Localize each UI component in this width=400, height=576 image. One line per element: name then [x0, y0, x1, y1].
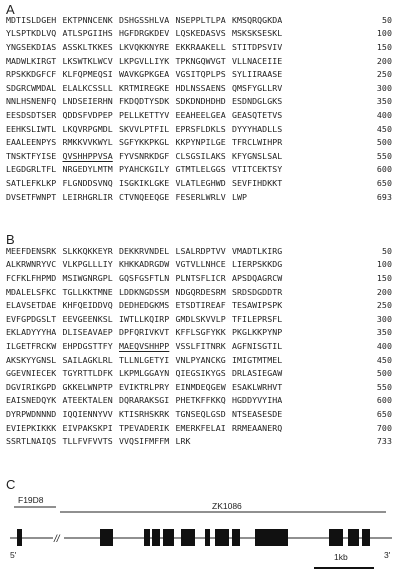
sequence-block: RMKKVVKWYL [62, 137, 113, 148]
sequence-block: LKSWTKLWCV [62, 55, 113, 66]
sequence-block: STITDPSVIV [232, 41, 283, 52]
sequence-block: LEGDGRLTFL [6, 164, 57, 175]
sequence-block: VGTVLLNHCE [175, 259, 226, 270]
sequence-block: ELAVSETDAE [6, 300, 57, 311]
residue-count: 650 [376, 177, 392, 188]
residue-count: 150 [376, 41, 392, 52]
sequence-block: NSEPPLTLPA [175, 14, 226, 25]
sequence-block: NTSEASESDE [232, 408, 283, 419]
sequence-block: EVFGPDGSLT [6, 313, 57, 324]
sequence-block-underlined: QVSHHPPVSA [62, 150, 113, 161]
sequence-block: HDLNSSAENS [175, 82, 226, 93]
sequence-block: HGFDRGKDEV [119, 28, 170, 39]
sequence-block: VSSLFITNRK [175, 340, 226, 351]
sequence-panel-b [6, 244, 396, 448]
sequence-block: DYRPWDNNND [6, 408, 57, 419]
sequence-block: MEEFDENSRK [6, 245, 57, 256]
sequence-block: ATLSPGIIHS [62, 28, 113, 39]
sequence-block: VTITCEKTSY [232, 164, 283, 175]
sequence-block: MDTISLDGEH [6, 14, 57, 25]
sequence-block: SSRTLNAIQS [6, 436, 57, 447]
sequence-block: LIERPSKKDG [232, 259, 283, 270]
residue-count: 100 [376, 259, 392, 270]
sequence-row [6, 81, 396, 95]
sequence-block: MSIWGNRGPL [62, 272, 113, 283]
sequence-block: EEHKSLIWTL [6, 123, 57, 134]
sequence-block: ISGKIKLGKE [119, 177, 170, 188]
sequence-block: SDKDNDHDHD [175, 96, 226, 107]
sequence-block: KHKKADRGDW [119, 259, 170, 270]
scale-bar-label: 1kb [334, 552, 348, 562]
sequence-block: SKVVLPTFIL [119, 123, 170, 134]
sequence-block: QIEGSIKYGS [175, 368, 226, 379]
sequence-block: TPKNGQWVGT [175, 55, 226, 66]
residue-count: 500 [376, 137, 392, 148]
sequence-block: EVIKTRLPRY [119, 381, 170, 392]
sequence-block: RPSKKDGFCF [6, 69, 57, 80]
sequence-block: EMERKFELAI [175, 422, 226, 433]
sequence-block: HGDDYVYIHA [232, 395, 283, 406]
sequence-block: SGFYKKPKGL [119, 137, 170, 148]
sequence-block: DEKKRVNDEL [119, 245, 170, 256]
residue-count: 650 [376, 408, 392, 419]
sequence-row [6, 122, 396, 136]
sequence-row [6, 135, 396, 149]
sequence-block: VNLPYANCKG [175, 354, 226, 365]
exon-13 [362, 529, 370, 546]
residue-count: 733 [376, 436, 392, 447]
sequence-block: VGSITQPLPS [175, 69, 226, 80]
sequence-block: LKPMLGGAYN [119, 368, 170, 379]
sequence-block: KHFQEIDDVQ [62, 300, 113, 311]
sequence-block: EINMDEQGEW [175, 381, 226, 392]
sequence-row [6, 163, 396, 177]
sequence-block: LQSKEDASVS [175, 28, 226, 39]
sequence-block: SEVFIHDKKT [232, 177, 283, 188]
sequence-block: EKTPNNCENK [62, 14, 113, 25]
residue-count: 150 [376, 272, 392, 283]
sequence-block: EAALEENPYS [6, 137, 57, 148]
sequence-block: TGYRTTLDFK [62, 368, 113, 379]
sequence-block: GGEVNIECEK [6, 368, 57, 379]
sequence-block: GMDLSKVVLP [175, 313, 226, 324]
clone-label-zk1086: ZK1086 [212, 501, 242, 511]
exon-5 [163, 529, 174, 546]
clone-label-f19d8: F19D8 [18, 495, 44, 505]
sequence-block: NNLHSNENFQ [6, 96, 57, 107]
sequence-block: DYYYHADLLS [232, 123, 283, 134]
sequence-row [6, 40, 396, 54]
sequence-block: SAILAGKLRL [62, 354, 113, 365]
sequence-block: EEAHEELGEA [175, 109, 226, 120]
sequence-block: SYLIIRAASE [232, 69, 283, 80]
sequence-block: CTVNQEEQGE [119, 191, 170, 202]
sequence-block: KRTMIREGKE [119, 82, 170, 93]
sequence-block: ESDNDGLGKS [232, 96, 283, 107]
sequence-block: QMSFYGLLRV [232, 82, 283, 93]
sequence-block: PLNTSFLICR [175, 272, 226, 283]
sequence-block: TFILEPRSFL [232, 313, 283, 324]
residue-count: 700 [376, 422, 392, 433]
sequence-block: SDGRCWMDAL [6, 82, 57, 93]
sequence-block: PYAHCKGILY [119, 164, 170, 175]
residue-count: 500 [376, 368, 392, 379]
sequence-row [6, 176, 396, 190]
residue-count: 693 [376, 191, 392, 202]
sequence-block: TGLLKKTMNE [62, 286, 113, 297]
exon-2 [100, 529, 113, 546]
residue-count: 600 [376, 395, 392, 406]
sequence-block: LEIRHGRLIR [62, 191, 113, 202]
sequence-block: EKKRAAKELL [175, 41, 226, 52]
residue-count: 600 [376, 164, 392, 175]
sequence-block: ASSKLTKKES [62, 41, 113, 52]
sequence-block: ALKRWNRYVC [6, 259, 57, 270]
sequence-block: DLISEAVAEP [62, 327, 113, 338]
residue-count: 550 [376, 381, 392, 392]
sequence-block: VLKPGLLLIY [62, 259, 113, 270]
sequence-row [6, 366, 396, 380]
sequence-block: GKKELWNPTP [62, 381, 113, 392]
residue-count: 200 [376, 286, 392, 297]
sequence-block: GTMTLELGGS [175, 164, 226, 175]
sequence-block: MSKSKSESKL [232, 28, 283, 39]
residue-count: 350 [376, 96, 392, 107]
sequence-row [6, 298, 396, 312]
sequence-block: RRMEAANERQ [232, 422, 283, 433]
three-prime-label: 3' [384, 550, 391, 560]
sequence-block: NRGEDYLMTM [62, 164, 113, 175]
residue-count: 450 [376, 123, 392, 134]
sequence-row [6, 353, 396, 367]
sequence-block: WAVKGPKGEA [119, 69, 170, 80]
exon-12 [348, 529, 359, 546]
sequence-block: EIVPAKSKPI [62, 422, 113, 433]
sequence-block: LNDSEIERHN [62, 96, 113, 107]
sequence-block: LRK [175, 436, 191, 447]
exon-6 [181, 529, 195, 546]
sequence-block: ATEEKTALEN [62, 395, 113, 406]
sequence-block: LKQVRPGMDL [62, 123, 113, 134]
sequence-block: FESERLWRLV [175, 191, 226, 202]
sequence-block: FKDQDTYSDK [119, 96, 170, 107]
five-prime-label: 5' [10, 550, 17, 560]
exon-3 [144, 529, 150, 546]
sequence-block: TGNSEQLGSD [175, 408, 226, 419]
sequence-block: VVQSIFMFFM [119, 436, 170, 447]
exon-1 [17, 529, 22, 546]
sequence-row [6, 95, 396, 109]
sequence-block: SATLEFKLKP [6, 177, 57, 188]
sequence-block: FYVSNRKDGF [119, 150, 170, 161]
sequence-row [6, 190, 396, 204]
sequence-block: TPEVADERIK [119, 422, 170, 433]
exon-11 [329, 529, 343, 546]
sequence-block: EESDSDTSER [6, 109, 57, 120]
sequence-row [6, 108, 396, 122]
sequence-block: ELALKCSSLL [62, 82, 113, 93]
exon-7 [205, 529, 210, 546]
sequence-block: LDDKNGDSSM [119, 286, 170, 297]
sequence-block: TESAWIPSPK [232, 300, 283, 311]
sequence-block: TFRCLWIHPR [232, 137, 283, 148]
sequence-row [6, 407, 396, 421]
sequence-block: AGFNISGTIL [232, 340, 283, 351]
sequence-block: EHPDGSTTFY [62, 340, 113, 351]
sequence-block: TNSKTFYISE [6, 150, 57, 161]
sequence-block: DSHGSSHLVA [119, 14, 170, 25]
sequence-block: MADWLKIRGT [6, 55, 57, 66]
sequence-block: QDDSFVDPEP [62, 109, 113, 120]
sequence-block: GQSFGSFTLN [119, 272, 170, 283]
sequence-block: EPRSFLDKLS [175, 123, 226, 134]
sequence-block: ETSDTIREAF [175, 300, 226, 311]
residue-count: 400 [376, 340, 392, 351]
panel-label-b: B [6, 232, 15, 247]
residue-count: 400 [376, 109, 392, 120]
panel-label-a: A [6, 2, 15, 17]
sequence-row [6, 421, 396, 435]
sequence-block: FLGNDDSVNQ [62, 177, 113, 188]
sequence-row [6, 339, 396, 353]
sequence-block: VLATLEGHWD [175, 177, 226, 188]
sequence-block: LKVQKKNYRE [119, 41, 170, 52]
sequence-row [6, 54, 396, 68]
sequence-block: KMSQRQGKDA [232, 14, 283, 25]
exon-10 [255, 529, 288, 546]
sequence-block: SRDSDGDDTR [232, 286, 283, 297]
sequence-block: IQQIENNYVV [62, 408, 113, 419]
sequence-row [6, 434, 396, 448]
residue-count: 50 [381, 14, 392, 25]
sequence-block: NDGQRDESRM [175, 286, 226, 297]
sequence-block: LKPGVLLIYK [119, 55, 170, 66]
sequence-row [6, 13, 396, 27]
residue-count: 100 [376, 28, 392, 39]
sequence-block: DQRARAKSGI [119, 395, 170, 406]
sequence-row [6, 394, 396, 408]
sequence-block: PHETKFFKKQ [175, 395, 226, 406]
sequence-row [6, 67, 396, 81]
residue-count: 250 [376, 300, 392, 311]
sequence-block: EEVGEENKSL [62, 313, 113, 324]
sequence-block: KFFLSGFYKK [175, 327, 226, 338]
sequence-block: FCFKLFHPMD [6, 272, 57, 283]
residue-count: 300 [376, 313, 392, 324]
sequence-block: YLSPTKDLVQ [6, 28, 57, 39]
sequence-block-underlined: MAEQVSHHPP [119, 340, 170, 351]
sequence-block: KTISRHSKRK [119, 408, 170, 419]
sequence-block: DGVIRIKGPD [6, 381, 57, 392]
sequence-block: ESAKLWRHVT [232, 381, 283, 392]
sequence-block: KKPYNPILGE [175, 137, 226, 148]
sequence-block: CLSGSILAKS [175, 150, 226, 161]
sequence-block: KFYGNSLSAL [232, 150, 283, 161]
sequence-block: SLKKQKKEYR [62, 245, 113, 256]
residue-count: 550 [376, 150, 392, 161]
sequence-block: IMIGTMTMEL [232, 354, 283, 365]
sequence-row [6, 326, 396, 340]
sequence-row [6, 380, 396, 394]
panel-label-c: C [6, 477, 16, 492]
sequence-block: DPFQRIVKVT [119, 327, 170, 338]
sequence-row [6, 149, 396, 163]
sequence-block: EVIEPKIKKK [6, 422, 57, 433]
sequence-block: ILGETFRCKW [6, 340, 57, 351]
residue-count: 350 [376, 327, 392, 338]
sequence-row [6, 27, 396, 41]
sequence-block: YNGSEKDIAS [6, 41, 57, 52]
residue-count: 300 [376, 82, 392, 93]
sequence-row [6, 258, 396, 272]
residue-count: 50 [381, 245, 392, 256]
sequence-row [6, 285, 396, 299]
sequence-block: GEASQTETVS [232, 109, 283, 120]
sequence-block: DEDHEDGKMS [119, 300, 170, 311]
exon-9 [232, 529, 240, 546]
sequence-row [6, 244, 396, 258]
sequence-block: VMADTLKIRG [232, 245, 283, 256]
sequence-panel-a [6, 13, 396, 203]
sequence-block: LSALRDPTVV [175, 245, 226, 256]
sequence-block: TLLNLGETYI [119, 354, 170, 365]
sequence-block: VLLNACEIIE [232, 55, 283, 66]
sequence-block: PKGLKKPYNP [232, 327, 283, 338]
sequence-row [6, 271, 396, 285]
residue-count: 450 [376, 354, 392, 365]
sequence-block: DVSETFWNPT [6, 191, 57, 202]
sequence-block: DRLASIEGAW [232, 368, 283, 379]
sequence-block: LWP [232, 191, 248, 202]
sequence-block: APSDQAGRCW [232, 272, 283, 283]
exon-4 [152, 529, 160, 546]
sequence-row [6, 312, 396, 326]
sequence-block: KLFQPMEQSI [62, 69, 113, 80]
sequence-block: PELLKETTYV [119, 109, 170, 120]
sequence-block: EAISNEDQYK [6, 395, 57, 406]
sequence-block: EKLADYYYHA [6, 327, 57, 338]
axis-break-mark: // [54, 534, 60, 545]
residue-count: 250 [376, 69, 392, 80]
exon-8 [215, 529, 229, 546]
residue-count: 200 [376, 55, 392, 66]
sequence-block: IWTLLKQIRP [119, 313, 170, 324]
sequence-block: MDALELSFKC [6, 286, 57, 297]
sequence-block: AKSKYYGNSL [6, 354, 57, 365]
sequence-block: TLLFVFVVTS [62, 436, 113, 447]
